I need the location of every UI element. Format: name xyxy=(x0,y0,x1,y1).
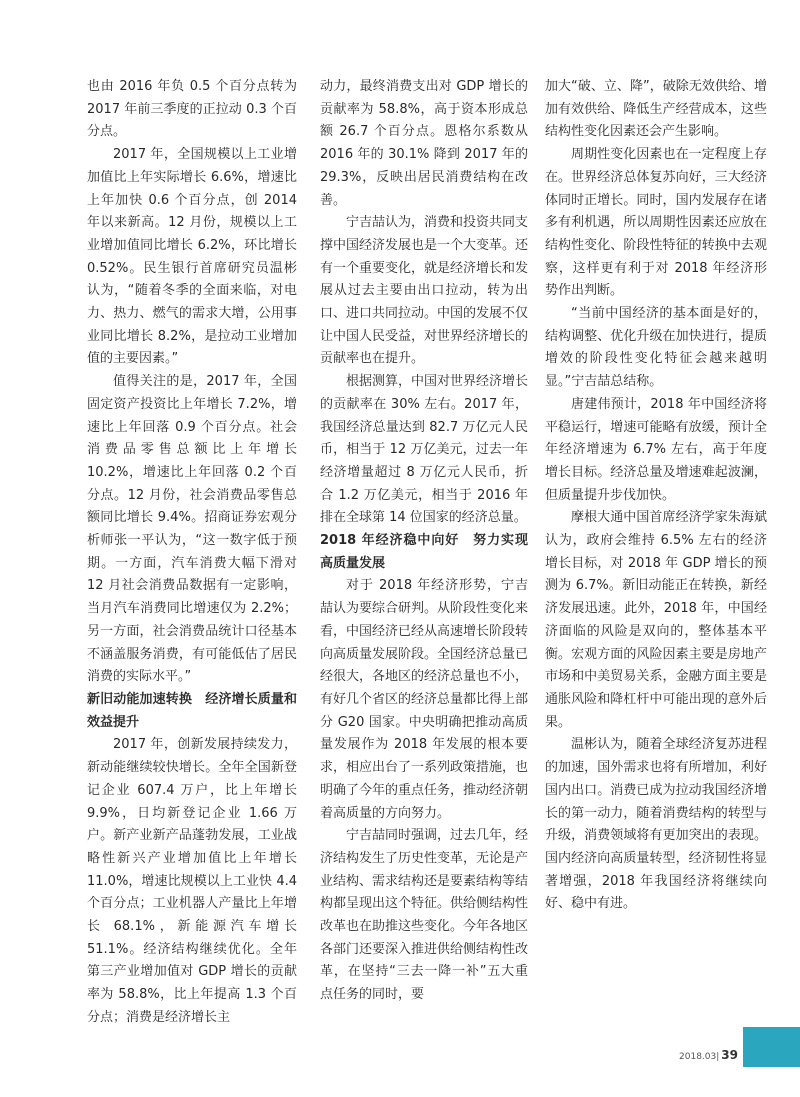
page-footer xyxy=(679,1048,738,1062)
article-column-1 xyxy=(87,76,297,1030)
paragraph: 根据测算，中国对世界经济增长的贡献率在 30% 左右。2017 年，我国经济总量达到 82.7 万亿元人民币，相当于 12 万亿美元，过去一年经济增量超过 8 万亿元人民币，折合 1.2 万亿美元，相当于 2016 年排在全球第 14 位国家的经济总量。 xyxy=(320,374,529,526)
paragraph: 值得关注的是，2017 年，全国固定资产投资比上年增长 7.2%，增速比上年回落 0.9 个百分点。社会消费品零售总额比上年增长 10.2%，增速比上年回落 0.2 个百分点。12 月份，社会消费品零售总额同比增长 9.4%。招商证券宏观分析师张一平认为，“这一数字低于预期。一方面，汽车消费大幅下滑对 12 月社会消费品数据有一定影响，当月汽车消费同比增速仅为 2.2%；另一方面，社会消费品统计口径基本不涵盖服务消费，有可能低估了居民消费的实际水平。” xyxy=(87,374,297,685)
paragraph: 对于 2018 年经济形势，宁吉喆认为要综合研判。从阶段性变化来看，中国经济已经从高速增长阶段转向高质量发展阶段。全国经济总量已经很大，各地区的经济总量也不小，有好几个省区的经济总量都比得上部分 G20 国家。中央明确把推动高质量发展作为 2018 年发展的根本要求，相应出台了一系列政策措施，也明确了今年的重点任务，推动经济朝着高质量的方向努力。 xyxy=(320,578,529,821)
page-number: 39 xyxy=(721,1048,738,1062)
page-separator: | xyxy=(716,1052,720,1062)
paragraph: “当前中国经济的基本面是好的，结构调整、优化升级在加快进行，提质增效的阶段性变化特征会越来越明显。”宁吉喆总结称。 xyxy=(545,306,767,390)
section-heading: 2018 年经济稳中向好 努力实现高质量发展 xyxy=(320,533,528,571)
section-heading: 新旧动能加速转换 经济增长质量和效益提升 xyxy=(87,691,297,730)
paragraph: 也由 2016 年负 0.5 个百分点转为 2017 年前三季度的正拉动 0.3 个百分点。 xyxy=(87,79,297,140)
article-column-2 xyxy=(320,76,528,1007)
paragraph: 宁吉喆认为，消费和投资共同支撑中国经济发展也是一个大变革。还有一个重要变化，就是经济增长和发展从过去主要由出口拉动，转为出口、进口共同拉动。中国的发展不仅让中国人民受益，对世界经济增长的贡献率也在提升。 xyxy=(320,215,529,367)
paragraph: 温彬认为，随着全球经济复苏进程的加速，国外需求也将有所增加，利好国内出口。消费已成为拉动我国经济增长的第一动力，随着消费结构的转型与升级，消费领域将有更加突出的表现。国内经济向高质量转型，经济韧性将显著增强，2018 年我国经济将继续向好、稳中有进。 xyxy=(545,737,767,912)
paragraph: 唐建伟预计，2018 年中国经济将平稳运行，增速可能略有放缓，预计全年经济增速为 6.7% 左右，高于年度增长目标。经济总量及增速难起波澜，但质量提升步伐加快。 xyxy=(545,396,767,503)
paragraph: 摩根大通中国首席经济学家朱海斌认为，政府会维持 6.5% 左右的经济增长目标，对 2018 年 GDP 增长的预测为 6.7%。新旧动能正在转换，新经济发展迅速。此外，2018 年，中国经济面临的风险是双向的，整体基本平衡。宏观方面的风险因素主要是房地产市场和中美贸易关系，金融方面主要是通胀风险和降杠杆中可能出现的意外后果。 xyxy=(545,510,767,730)
paragraph: 周期性变化因素也在一定程度上存在。世界经济总体复苏向好，三大经济体同时正增长。同时，国内发展存在诸多有利机遇，所以周期性因素还应放在结构性变化、阶段性特征的转换中去观察，这样更有利于对 2018 年经济形势作出判断。 xyxy=(545,147,767,299)
paragraph: 动力，最终消费支出对 GDP 增长的贡献率为 58.8%，高于资本形成总额 26.7 个百分点。恩格尔系数从 2016 年的 30.1% 降到 2017 年的 29.3%，反映出居民消费结构在改善。 xyxy=(320,79,528,208)
paragraph: 宁吉喆同时强调，过去几年，经济结构发生了历史性变革，无论是产业结构、需求结构还是要素结构等结构都呈现出这个特征。供给侧结构性改革也在助推这些变化。今年各地区各部门还要深入推进供给侧结构性改革，在坚持“三去一降一补”五大重点任务的同时，要 xyxy=(320,828,529,1003)
article-column-3 xyxy=(545,76,767,916)
paragraph: 2017 年，全国规模以上工业增加值比上年实际增长 6.6%，增速比上年加快 0.6 个百分点，创 2014 年以来新高。12 月份，规模以上工业增加值同比增长 6.2%，环比增长 0.52%。民生银行首席研究员温彬认为，“随着冬季的全面来临，对电力、热力、燃气的需求大增，公用事业同比增长 8.2%，是拉动工业增加值的主要因素。” xyxy=(87,147,297,367)
issue-date: 2018.03 xyxy=(679,1052,717,1062)
paragraph: 加大“破、立、降”，破除无效供给、增加有效供给、降低生产经营成本，这些结构性变化因素还会产生影响。 xyxy=(545,79,767,140)
paragraph: 2017 年，创新发展持续发力，新动能继续较快增长。全年全国新登记企业 607.4 万户，比上年增长 9.9%，日均新登记企业 1.66 万户。新产业新产品蓬勃发展，工业战略性新兴产业增加值比上年增长 11.0%，增速比规模以上工业快 4.4 个百分点；工业机器人产量比上年增长 68.1%，新能源汽车增长 51.1%。经济结构继续优化。全年第三产业增加值对 GDP 增长的贡献率为 58.8%，比上年提高 1.3 个百分点；消费是经济增长主 xyxy=(87,737,297,1025)
page-tab-marker xyxy=(743,1027,800,1067)
